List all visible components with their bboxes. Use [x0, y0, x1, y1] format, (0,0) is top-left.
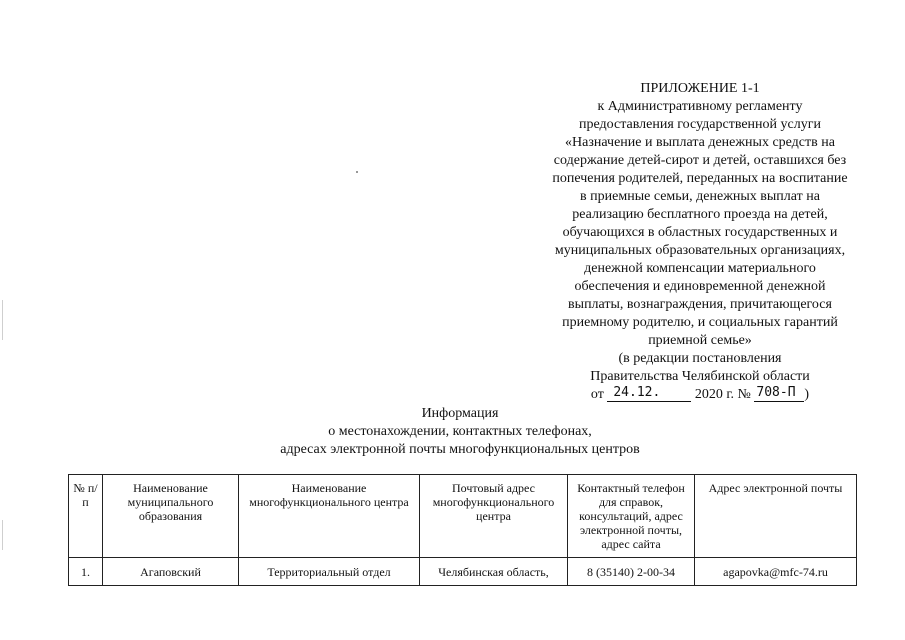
document-title [255, 405, 665, 459]
cell-contact-phone: 8 (35140) 2-00-34 [568, 558, 695, 586]
appendix-line: реализацию бесплатного проезда на детей, [572, 207, 828, 222]
scan-edge-mark [2, 520, 3, 550]
appendix-line: содержание детей-сирот и детей, оставшихся без [553, 153, 847, 168]
appendix-line: «Назначение и выплата денежных средств на [565, 135, 835, 150]
scan-edge-mark [2, 300, 3, 340]
appendix-line: муниципальных образовательных организациях, [554, 243, 846, 258]
date-prefix: от [590, 387, 604, 402]
appendix-line: попечения родителей, переданных на воспитание [552, 171, 848, 186]
cell-municipality: Агаповский [103, 558, 239, 586]
resolution-number-field: 708-П [754, 385, 804, 402]
header-contact-phone: Контактный телефон для справок, консультаций, адрес электронной почты, адрес сайта [568, 475, 695, 558]
appendix-line: выплаты, вознаграждения, причитающегося [568, 297, 832, 312]
close-paren: ) [804, 387, 810, 402]
appendix-line: к Административному регламенту [597, 99, 803, 114]
header-center-name: Наименование многофункционального центра [239, 475, 420, 558]
appendix-line: обучающихся в областных государственных и [562, 225, 838, 240]
appendix-header [510, 80, 890, 404]
appendix-line: приемному родителю, и социальных гарантий [562, 315, 838, 330]
title-line: адресах электронной почты многофункциональных центров [280, 442, 640, 457]
cell-number: 1. [69, 558, 103, 586]
header-postal-address: Почтовый адрес многофункционального центра [420, 475, 568, 558]
resolution-date-field: 24.12. [607, 385, 691, 402]
appendix-line: предоставления государственной услуги [579, 117, 821, 132]
mfc-info-table [68, 474, 857, 586]
title-line: Информация [421, 406, 499, 421]
cell-email: agapovka@mfc-74.ru [695, 558, 857, 586]
appendix-line: приемной семье» [648, 333, 752, 348]
appendix-line: обеспечения и единовременной денежной [574, 279, 826, 294]
appendix-line: денежной компенсации материального [584, 261, 816, 276]
header-email: Адрес электронной почты [695, 475, 857, 558]
resolution-date-line [510, 386, 890, 404]
scan-speck [356, 171, 358, 173]
appendix-line: (в редакции постановления [618, 351, 782, 366]
title-line: о местонахождении, контактных телефонах, [328, 424, 592, 439]
appendix-line: Правительства Челябинской области [590, 369, 810, 384]
appendix-line: ПРИЛОЖЕНИЕ 1-1 [640, 81, 760, 96]
cell-postal-address: Челябинская область, [420, 558, 568, 586]
table-row [69, 558, 857, 586]
appendix-line: в приемные семьи, денежных выплат на [580, 189, 820, 204]
cell-center-name: Территориальный отдел [239, 558, 420, 586]
year-text: 2020 г. № [694, 387, 751, 402]
header-number: № п/п [69, 475, 103, 558]
header-municipality: Наименование муниципального образования [103, 475, 239, 558]
table-header-row [69, 475, 857, 558]
